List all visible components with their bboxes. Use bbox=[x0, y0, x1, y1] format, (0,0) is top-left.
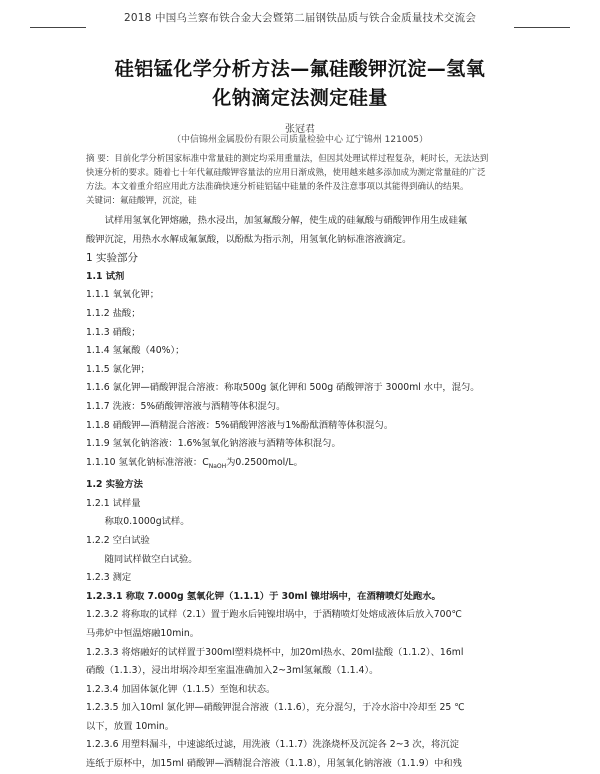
paper-title-line-1: 硅铝锰化学分析方法—氟硅酸钾沉淀—氢氧 bbox=[114, 58, 486, 80]
reagent-text: 1.1.10 氢氧化钠标准溶液：C bbox=[86, 456, 209, 468]
reagent-item: 1.1.9 氢氧化钠溶液：1.6%氢氧化钠溶液与酒精等体积混匀。 bbox=[86, 438, 341, 450]
header-rule-left bbox=[30, 27, 86, 28]
author-affiliation: （中信锦州金属股份有限公司质量检验中心 辽宁锦州 121005） bbox=[171, 135, 429, 145]
abstract bbox=[86, 152, 514, 208]
reagent-item bbox=[86, 454, 514, 476]
running-header: 2018 中国乌兰察布铁合金大会暨第二届钢铁品质与铁合金质量技术交流会 bbox=[123, 12, 477, 24]
keywords: 关键词：氟硅酸钾，沉淀，硅 bbox=[86, 196, 197, 206]
subsection-heading: 1.1 试剂 bbox=[86, 270, 125, 282]
subsection-heading: 1.2 实验方法 bbox=[86, 479, 143, 491]
reagent-item: 1.1.3 硝酸； bbox=[86, 326, 141, 338]
intro-paragraph: 试样用氢氧化钾熔融，热水浸出，加氢氟酸分解，使生成的硅氟酸与硝酸钾作用生成硅氟 bbox=[104, 215, 468, 226]
method-step: 1.2.3.2 将称取的试样（2.1）置于跑水后钝镍坩埚中，于酒精喷灯处熔成液体后放入700℃ bbox=[86, 609, 462, 621]
method-step: 1.2.3.4 加固体氯化钾（1.1.5）至饱和状态。 bbox=[86, 683, 276, 695]
reagent-item: 1.1.7 洗液：5%硝酸钾溶液与酒精等体积混匀。 bbox=[86, 400, 286, 412]
reagent-text: 为0.2500mol/L。 bbox=[226, 456, 303, 468]
method-step: 硝酸（1.1.3），浸出坩埚冷却至室温准确加入2~3ml氢氟酸（1.1.4）。 bbox=[86, 665, 379, 677]
method-heading: 1.2.2 空白试验 bbox=[86, 534, 150, 546]
reagent-item: 1.1.5 氯化钾； bbox=[86, 363, 150, 375]
section-heading: 1 实验部分 bbox=[86, 252, 139, 265]
paper-title-line-2: 化钠滴定法测定硅量 bbox=[212, 87, 388, 109]
abstract-line: 摘 要：目前化学分析国家标准中常量硅的测定均采用重量法，但因其处理试样过程复杂，耗时长，无法达到 bbox=[86, 154, 489, 164]
subscript: NaOH bbox=[208, 462, 227, 470]
reagent-item: 1.1.1 氧氧化钾； bbox=[86, 289, 160, 301]
method-text: 称取0.1000g试样。 bbox=[104, 516, 190, 528]
reagent-item: 1.1.6 氯化钾—硝酸钾混合溶液：称取500g 氯化钾和 500g 硝酸钾溶于 3000ml 水中，混匀。 bbox=[86, 382, 480, 394]
method-step: 1.2.3.6 用塑料漏斗，中速滤纸过滤，用洗液（1.1.7）洗涤烧杯及沉淀各 2~3 次，将沉淀 bbox=[86, 739, 459, 751]
body-text bbox=[86, 212, 514, 774]
method-step: 1.2.3.3 将熔融好的试样置于300ml塑料烧杯中，加20ml热水、20ml盐酸（1.1.2）、16ml bbox=[86, 646, 464, 658]
method-text: 随同试样做空白试验。 bbox=[104, 553, 198, 565]
method-step: 1.2.3.1 称取 7.000g 氢氧化钾（1.1.1）于 30ml 镍坩埚中，在酒精喷灯处跑水。 bbox=[86, 590, 441, 602]
abstract-line: 方法。本文着重介绍应用此方法准确快速分析硅铝锰中硅量的条件及注意事项以其能得到确认的结果。 bbox=[86, 182, 469, 192]
reagent-item: 1.1.8 硝酸钾—酒精混合溶液：5%硝酸钾溶液与1%酚酞酒精等体积混匀。 bbox=[86, 419, 394, 431]
method-step: 连纸于原杯中，加15ml 硝酸钾—酒精混合溶液（1.1.8），用氢氧化钠溶液（1.1.9）中和残 bbox=[86, 758, 462, 770]
abstract-line: 快速分析的要求。随着七十年代氟硅酸钾容量法的应用日渐成熟，使用越来越多添加成为测定常量硅的广泛 bbox=[86, 168, 486, 178]
method-heading: 1.2.1 试样量 bbox=[86, 497, 141, 509]
reagent-item: 1.1.2 盐酸； bbox=[86, 307, 141, 319]
method-step: 马弗炉中恒温熔融10min。 bbox=[86, 627, 200, 639]
author-name: 张冠君 bbox=[285, 124, 315, 135]
intro-paragraph: 酸钾沉淀，用热水水解成氟氯酸，以酚酞为指示剂，用氢氧化钠标准溶液滴定。 bbox=[86, 233, 412, 245]
method-step: 1.2.3.5 加入10ml 氯化钾—硝酸钾混合溶液（1.1.6），充分混匀，于冷水浴中冷却至 25 ℃ bbox=[86, 702, 465, 714]
header-rule-right bbox=[514, 27, 570, 28]
reagent-item: 1.1.4 氢氟酸（40%）； bbox=[86, 345, 185, 357]
method-heading: 1.2.3 测定 bbox=[86, 572, 132, 584]
method-step: 以下，放置 10min。 bbox=[86, 720, 175, 732]
